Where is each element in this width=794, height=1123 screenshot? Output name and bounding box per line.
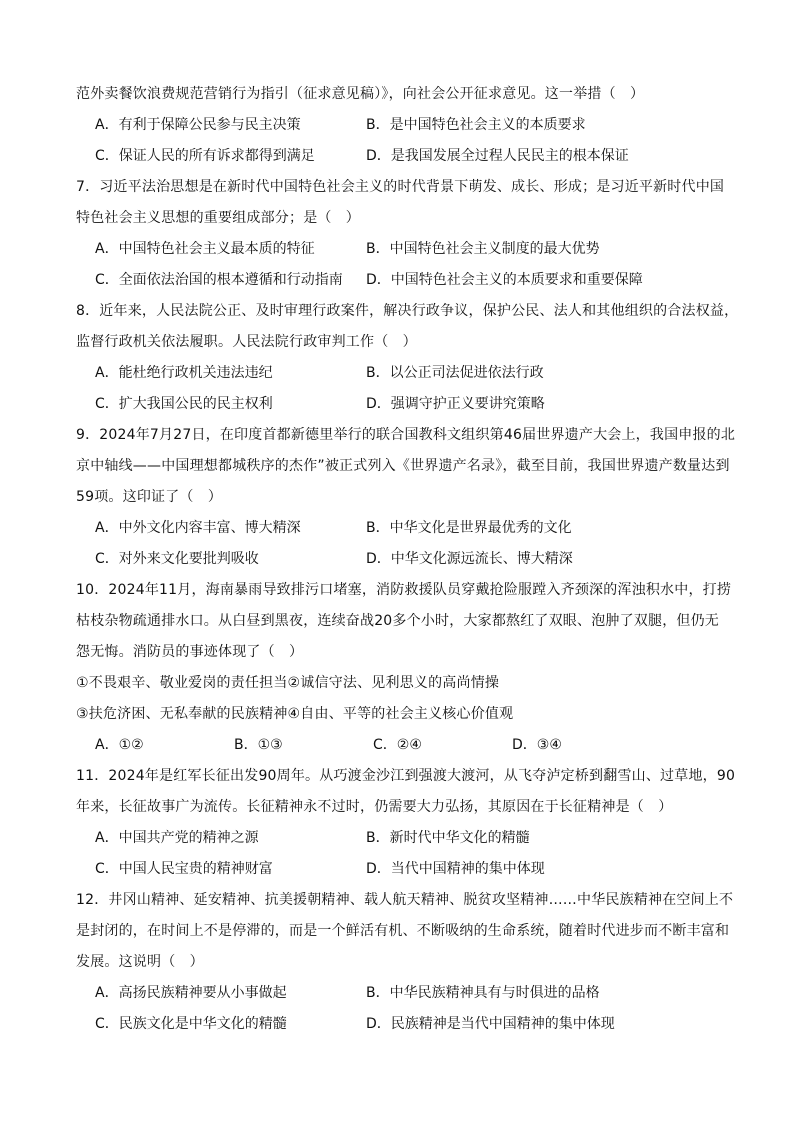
option-b: B．中国特色社会主义制度的最大优势 (366, 241, 600, 257)
statement-line: ①不畏艰辛、敬业爱岗的责任担当②诚信守法、见利思义的高尚情操 (76, 675, 500, 691)
options-row (76, 854, 724, 885)
option-d: D．③④ (512, 737, 562, 753)
question-stem-line: 发展。这说明（ ） (76, 954, 204, 970)
option-b: B．中华民族精神具有与时俱进的品格 (366, 985, 600, 1001)
question-stem-line: 7．习近平法治思想是在新时代中国特色社会主义的时代背景下萌发、成长、形成；是习近平新时代中国 (76, 179, 725, 195)
option-a: A．中外文化内容丰富、博大精深 (95, 520, 301, 536)
option-d: D．民族精神是当代中国精神的集中体现 (366, 1016, 615, 1032)
options-row (76, 513, 724, 544)
question-stem-line: 年来，长征故事广为流传。长征精神永不过时，仍需要大力弘扬，其原因在于长征精神是（ ） (76, 799, 673, 815)
options-row (76, 730, 724, 761)
option-b: B．以公正司法促进依法行政 (366, 365, 544, 381)
options-row (76, 389, 724, 420)
question-10 (76, 575, 732, 761)
options-row (76, 358, 724, 389)
options-row (76, 110, 724, 141)
option-c: C．对外来文化要批判吸收 (95, 551, 259, 567)
question-stem-line: 12．井冈山精神、延安精神、抗美援朝精神、载人航天精神、脱贫攻坚精神……中华民族精神在空间上不 (76, 892, 734, 908)
option-d: D．中华文化源远流长、博大精深 (366, 551, 573, 567)
question-stem-line: 京中轴线——中国理想都城秩序的杰作”被正式列入《世界遗产名录》，截至目前，我国世界遗产数量达到 (76, 458, 730, 474)
question-stem-line: 监督行政机关依法履职。人民法院行政审判工作（ ） (76, 334, 417, 350)
question-stem-line: 10．2024年11月，海南暴雨导致排污口堵塞，消防救援队员穿戴抢险服蹚入齐颈深的浑浊积水中，打捞 (76, 582, 732, 598)
question-stem-line: 枯枝杂物疏通排水口。从白昼到黑夜，连续奋战20多个小时，大家都熬红了双眼、泡肿了双腿，但仍无 (76, 613, 720, 629)
question-9 (76, 420, 736, 575)
option-a: A．中国特色社会主义最本质的特征 (95, 241, 315, 257)
option-c: C．扩大我国公民的民主权利 (95, 396, 273, 412)
option-d: D．中国特色社会主义的本质要求和重要保障 (366, 272, 643, 288)
option-a: A．能杜绝行政机关违法违纪 (95, 365, 273, 381)
option-c: C．中国人民宝贵的精神财富 (95, 861, 273, 877)
question-stem-line: 怨无悔。消防员的事迹体现了（ ） (76, 644, 304, 660)
option-a: A．①② (95, 737, 144, 753)
option-b: B．中华文化是世界最优秀的文化 (366, 520, 572, 536)
options-row (76, 978, 724, 1009)
option-c: C．全面依法治国的根本遵循和行动指南 (95, 272, 343, 288)
options-row (76, 1009, 724, 1040)
exam-page (76, 79, 739, 1040)
options-row (76, 544, 724, 575)
option-d: D．当代中国精神的集中体现 (366, 861, 545, 877)
statement-line: ③扶危济困、无私奉献的民族精神④自由、平等的社会主义核心价值观 (76, 706, 514, 722)
question-stem-line: 9．2024年7月27日，在印度首都新德里举行的联合国教科文组织第46届世界遗产大会上，我国申报的北 (76, 427, 736, 443)
option-d: D．强调守护正义要讲究策略 (366, 396, 545, 412)
option-c: C．保证人民的所有诉求都得到满足 (95, 148, 315, 164)
option-a: A．高扬民族精神要从小事做起 (95, 985, 287, 1001)
option-b: B．①③ (234, 737, 283, 753)
option-c: C．民族文化是中华文化的精髓 (95, 1016, 287, 1032)
option-c: C．②④ (373, 737, 422, 753)
question-stem-line: 特色社会主义思想的重要组成部分；是（ ） (76, 210, 360, 226)
question-stem-line: 范外卖餐饮浪费规范营销行为指引（征求意见稿）》，向社会公开征求意见。这一举措（ ） (76, 86, 645, 102)
option-d: D．是我国发展全过程人民民主的根本保证 (366, 148, 629, 164)
question-12 (76, 885, 734, 1040)
question-stem-line: 8．近年来，人民法院公正、及时审理行政案件，解决行政争议，保护公民、法人和其他组织的合法权益， (76, 303, 739, 319)
question-8 (76, 296, 739, 420)
option-b: B．是中国特色社会主义的本质要求 (366, 117, 586, 133)
option-a: A．中国共产党的精神之源 (95, 830, 259, 846)
options-row (76, 141, 724, 172)
options-row (76, 823, 724, 854)
option-a: A．有利于保障公民参与民主决策 (95, 117, 301, 133)
question-6 (76, 79, 724, 172)
question-11 (76, 761, 736, 885)
question-stem-line: 11．2024年是红军长征出发90周年。从巧渡金沙江到强渡大渡河，从飞夺泸定桥到翻雪山、过草地，90 (76, 768, 736, 784)
question-7 (76, 172, 724, 296)
options-row (76, 265, 724, 296)
options-row (76, 234, 724, 265)
option-b: B．新时代中华文化的精髓 (366, 830, 530, 846)
question-stem-line: 59项。这印证了（ ） (76, 489, 223, 505)
question-stem-line: 是封闭的，在时间上不是停滞的，而是一个鲜活有机、不断吸纳的生命系统，随着时代进步而不断丰富和 (76, 923, 730, 939)
